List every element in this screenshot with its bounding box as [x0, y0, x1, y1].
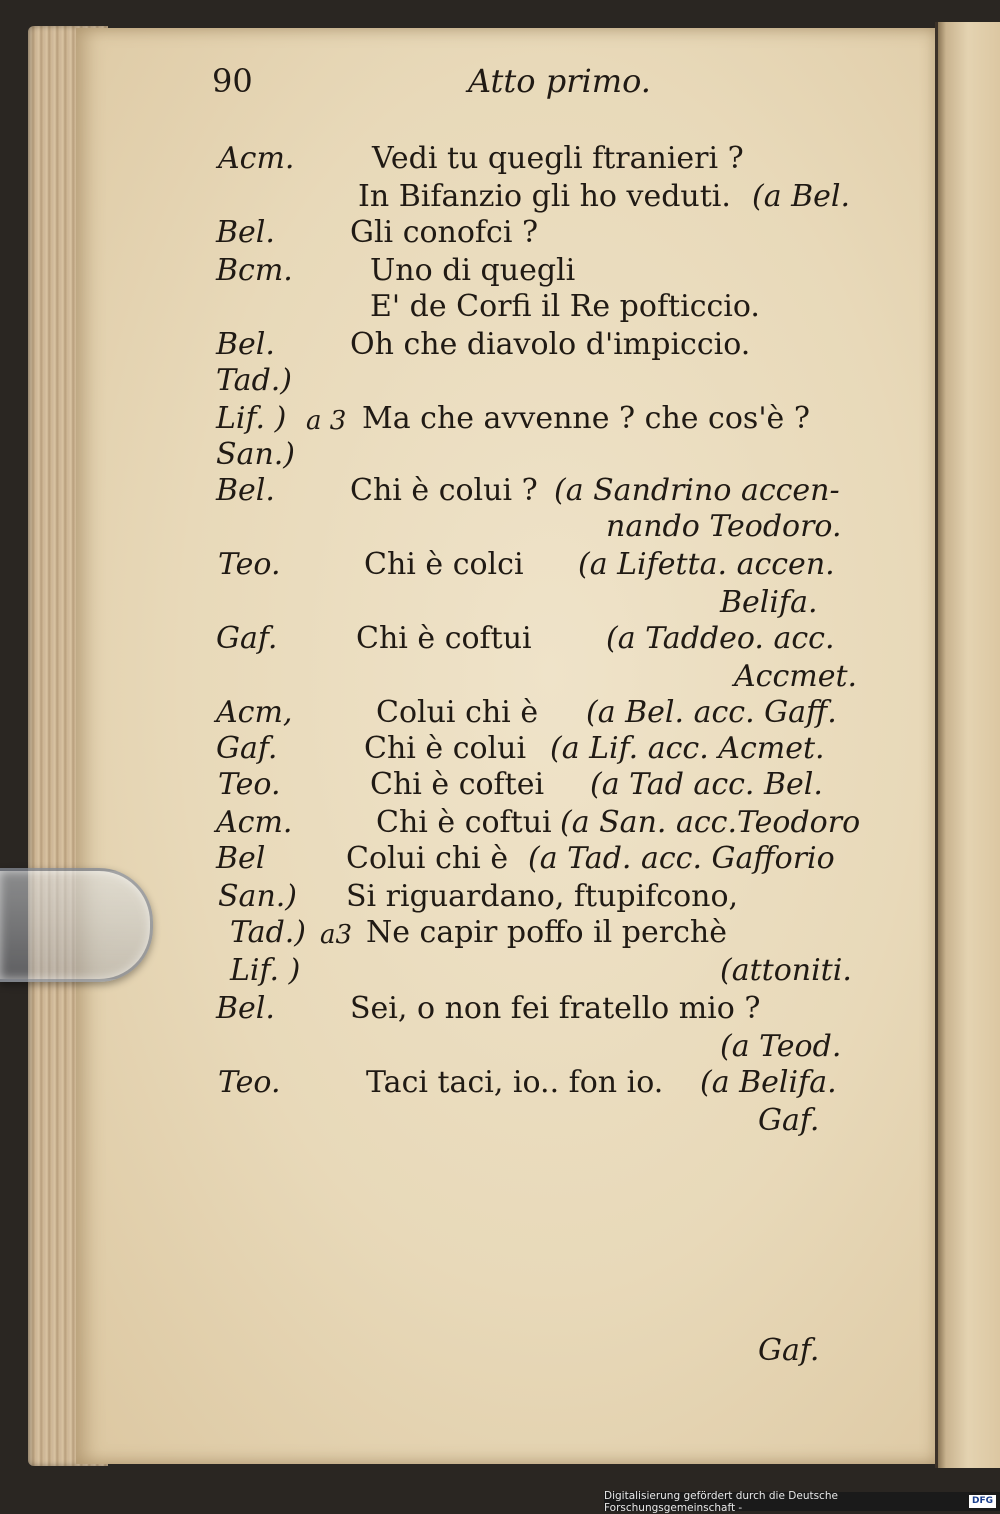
speaker: Bel.	[216, 215, 275, 250]
dialogue-line: Ne capir poffo il perchè	[366, 915, 727, 950]
dialogue-line: Chi è colci	[364, 547, 524, 582]
dialogue-line: Oh che diavolo d'impiccio.	[350, 327, 751, 362]
dialogue-line: E' de Corfi il Re pofticcio.	[370, 289, 760, 324]
credit-text: Digitalisierung gefördert durch die Deutsche Forschungsgemeinschaft -	[604, 1489, 838, 1514]
stage-direction: (a Tad. acc. Gafforio	[528, 841, 835, 876]
dfg-logo: DFG	[969, 1495, 996, 1508]
speaker: Teo.	[218, 1065, 281, 1100]
speaker: San.)	[218, 879, 297, 914]
speaker: Tad.)	[230, 915, 307, 950]
stage-direction: Belifa.	[720, 585, 818, 620]
speaker: Acm.	[216, 805, 293, 840]
speaker: Bel.	[216, 991, 275, 1026]
stage-direction: (a Belifa.	[700, 1065, 837, 1100]
page-clip	[0, 868, 153, 982]
dialogue-line: Vedi tu quegli ftranieri ?	[372, 141, 744, 176]
stage-direction: (a San. acc.Teodoro	[560, 805, 861, 840]
dialogue-line: Colui chi è	[346, 841, 509, 876]
digitization-credit	[604, 1489, 1000, 1514]
ensemble-marker: a 3	[306, 406, 347, 436]
dialogue-line: Chi è coftui	[376, 805, 552, 840]
speaker: Bel	[216, 841, 266, 876]
dialogue-line: Si riguardano, ftupifcono,	[346, 879, 739, 914]
dialogue-line: Chi è coftei	[370, 767, 545, 802]
dialogue-line: Taci taci, io.. fon io.	[366, 1065, 664, 1100]
stage-direction: (a Bel.	[752, 179, 851, 214]
dialogue-line: In Bifanzio gli ho veduti.	[358, 179, 731, 214]
stage-direction: (attoniti.	[720, 953, 852, 988]
catchword: Gaf.	[758, 1333, 820, 1368]
speaker: Bcm.	[216, 253, 293, 288]
speaker: Gaf.	[216, 621, 278, 656]
stage-direction: (a Lif. acc. Acmet.	[550, 731, 825, 766]
stage-direction: nando Teodoro.	[606, 509, 842, 544]
speaker: Bel.	[216, 327, 275, 362]
dialogue-line: Ma che avvenne ? che cos'è ?	[362, 401, 810, 436]
running-title: Atto primo.	[468, 62, 651, 100]
dialogue-line: Chi è colui ?	[350, 473, 538, 508]
speaker: Gaf.	[216, 731, 278, 766]
dialogue-line: Colui chi è	[376, 695, 539, 730]
speaker: Tad.)	[216, 363, 293, 398]
speaker: Bel.	[216, 473, 275, 508]
stage-direction: (a Taddeo. acc.	[606, 621, 835, 656]
stage-direction: Gaf.	[758, 1103, 820, 1138]
stage-direction: (a Teod.	[720, 1029, 842, 1064]
speaker: Teo.	[218, 767, 281, 802]
dialogue-line: Gli conofci ?	[350, 215, 539, 250]
speaker: Acm.	[218, 141, 295, 176]
dialogue-line: Sei, o non fei fratello mio ?	[350, 991, 761, 1026]
speaker: Lif. )	[216, 401, 287, 436]
stage-direction: (a Sandrino accen-	[554, 473, 840, 508]
dialogue-line: Chi è coftui	[356, 621, 532, 656]
stage-direction: (a Tad acc. Bel.	[590, 767, 823, 802]
dialogue-line: Uno di quegli	[370, 253, 576, 288]
speaker: Lif. )	[230, 953, 301, 988]
stage-direction: Accmet.	[734, 659, 858, 694]
ensemble-marker: a3	[320, 920, 353, 950]
speaker: Acm,	[216, 695, 293, 730]
dialogue-line: Chi è colui	[364, 731, 527, 766]
stage-direction: (a Bel. acc. Gaff.	[586, 695, 837, 730]
stage-direction: (a Lifetta. accen.	[578, 547, 835, 582]
page-number: 90	[212, 62, 253, 100]
speaker: San.)	[216, 437, 295, 472]
speaker: Teo.	[218, 547, 281, 582]
facing-page-edge	[938, 22, 1000, 1468]
